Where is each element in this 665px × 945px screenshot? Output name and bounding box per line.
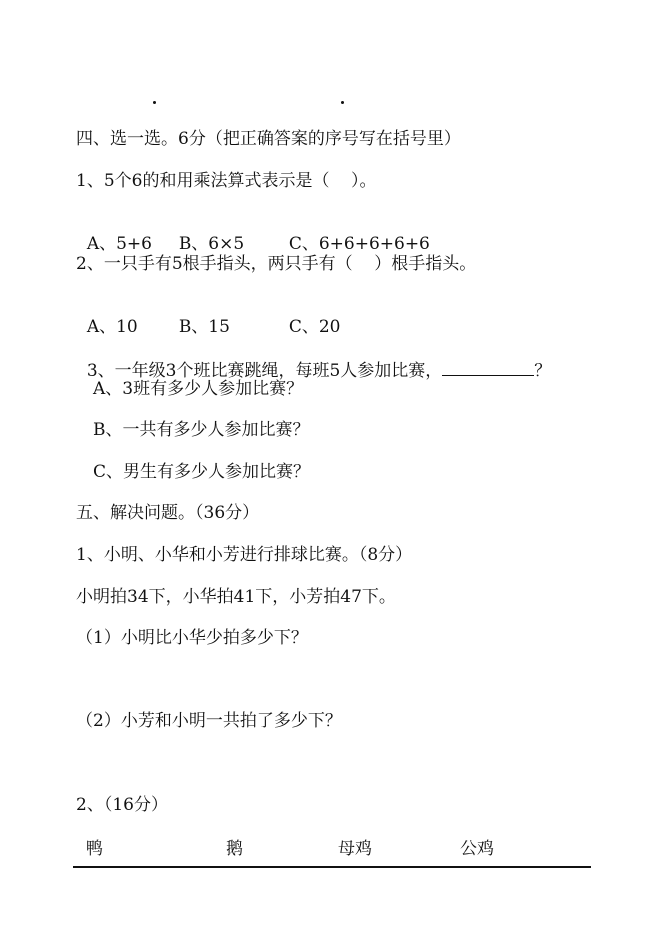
q1-option-c: C、6+6+6+6+6 (288, 234, 430, 254)
p1-sub2: （2）小芳和小明一共拍了多少下？ (76, 711, 342, 731)
header-hen: 母鸡 (338, 839, 372, 859)
section4-title: 四、选一选。6分（把正确答案的序号写在括号里） (76, 129, 461, 149)
header-goose: 鹅 (226, 839, 243, 859)
q3-option-c: C、男生有多少人参加比赛？ (93, 462, 311, 482)
q1-options (76, 211, 430, 255)
header-rooster: 公鸡 (460, 839, 494, 859)
q3-text-before: 3、一年级3个班比赛跳绳，每班5人参加比赛， (86, 361, 443, 381)
table-rule (73, 866, 591, 868)
q2-text: 2、一只手有5根手指头，两只手有（ ）根手指头。 (76, 254, 477, 274)
q1-option-a: A、5+6 (86, 234, 152, 254)
q2-option-a: A、10 (86, 317, 138, 337)
q1-text: 1、5个6的和用乘法算式表示是（ ）。 (76, 171, 377, 191)
p1-info: 小明拍34下，小华拍41下，小芳拍47下。 (76, 587, 396, 607)
q3-answer-blank (442, 359, 534, 376)
header-duck: 鸭 (86, 839, 103, 859)
section5-title: 五、解决问题。（36分） (76, 503, 260, 523)
top-dot-right (341, 101, 344, 104)
q3-text-after: ？ (534, 361, 552, 381)
q2-options (76, 294, 340, 338)
animal-table-header (0, 834, 665, 858)
q1-option-b: B、6×5 (178, 234, 245, 254)
p1-sub1: （1）小明比小华少拍多少下？ (76, 628, 308, 648)
top-dot-left (153, 101, 156, 104)
q2-option-b: B、15 (178, 317, 230, 337)
q3-option-b: B、一共有多少人参加比赛？ (93, 420, 310, 440)
p2-title: 2、（16分） (76, 795, 168, 815)
q3-option-a: A、3班有多少人参加比赛？ (93, 379, 304, 399)
q3-text (76, 337, 551, 382)
q2-option-c: C、20 (288, 317, 341, 337)
p1-title: 1、小明、小华和小芳进行排球比赛。（8分） (76, 545, 413, 565)
